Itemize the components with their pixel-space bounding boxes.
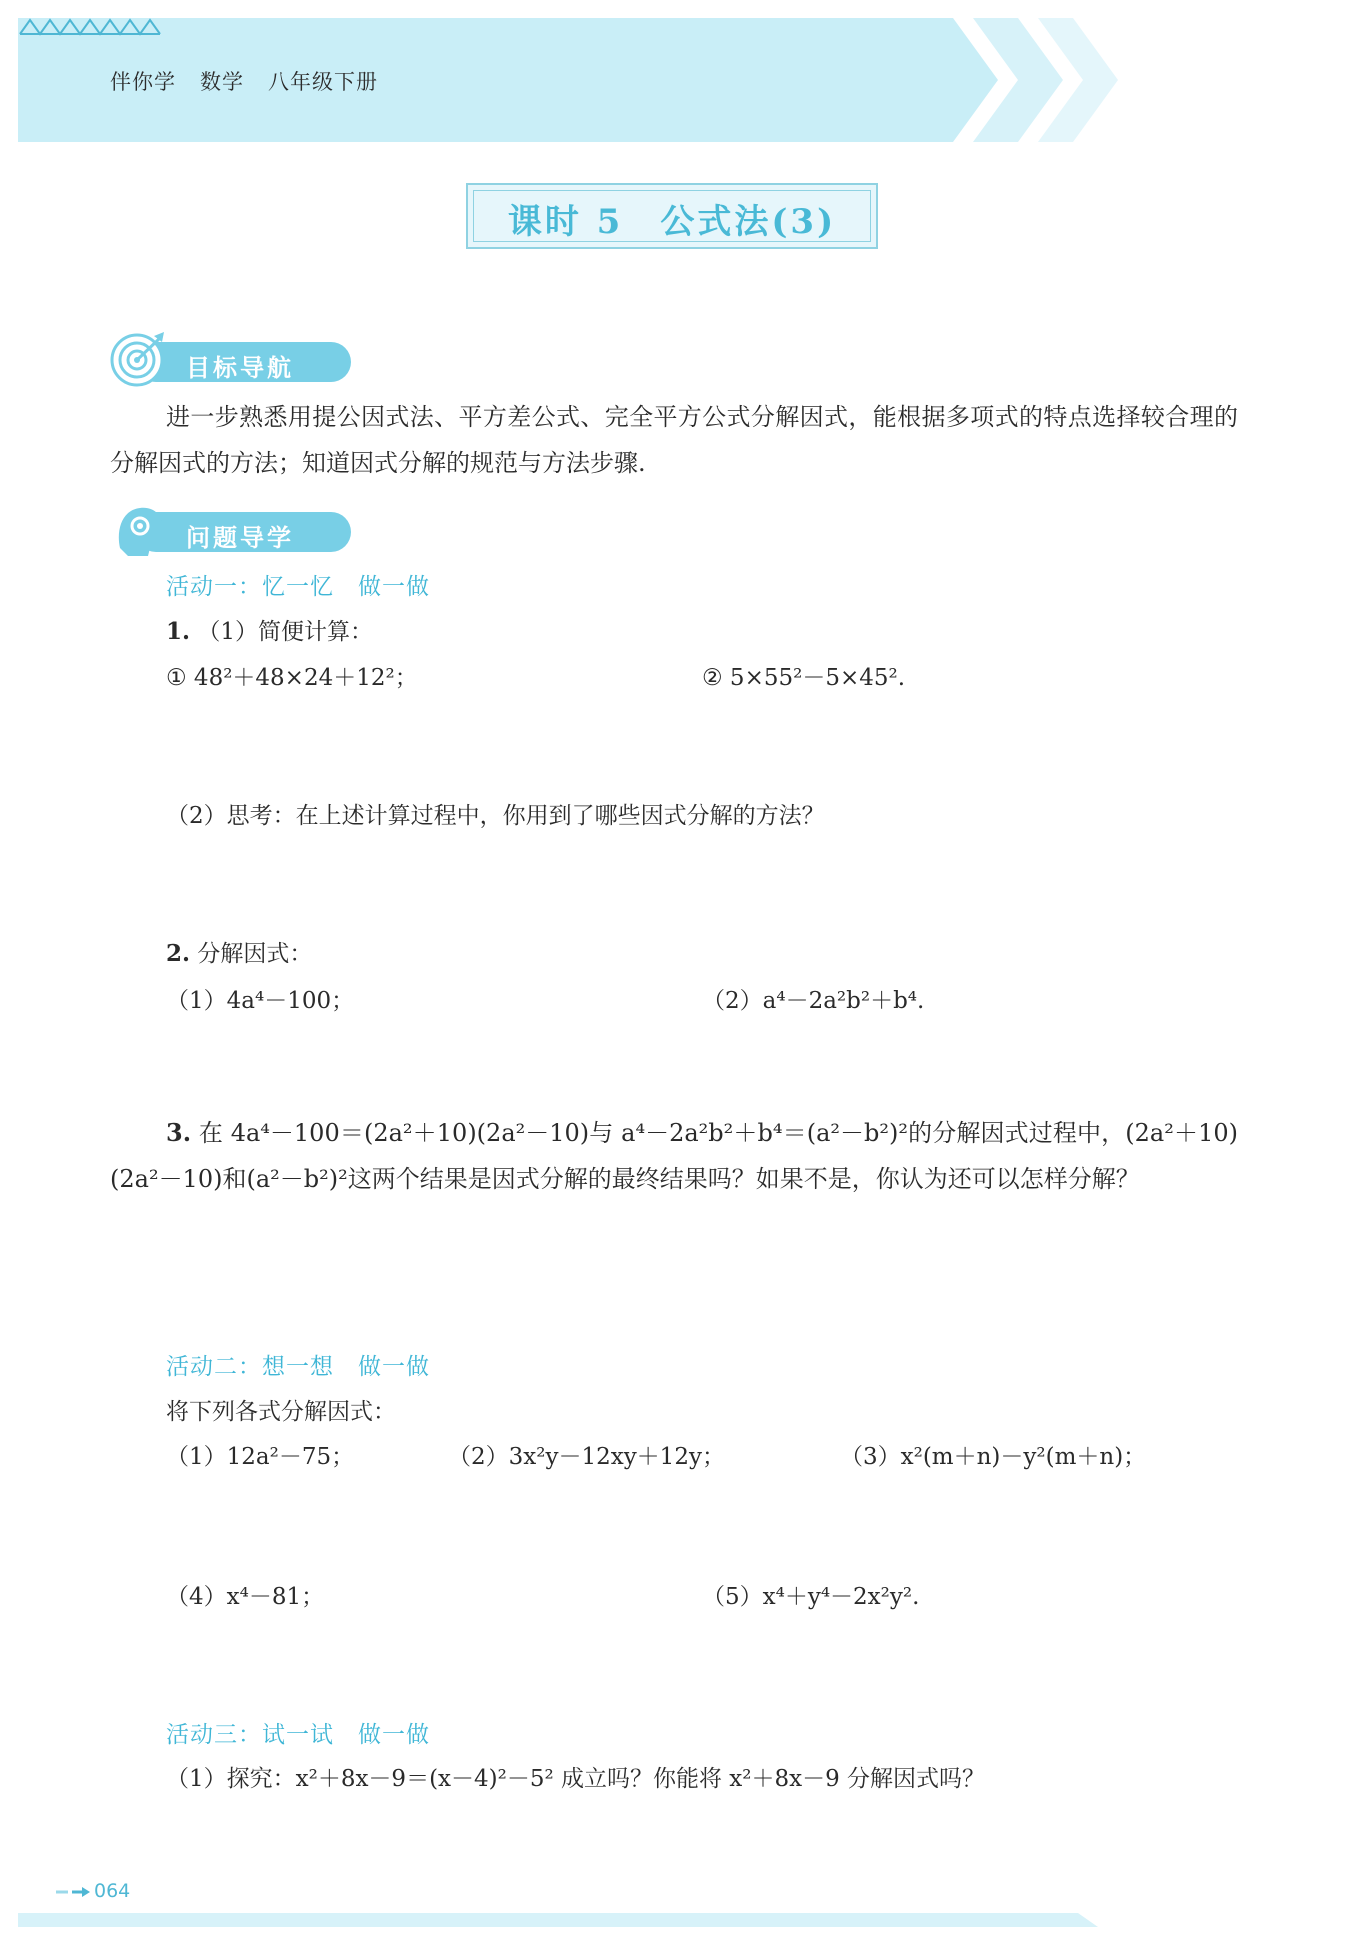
question1-part1-text: （1）简便计算： (197, 619, 373, 645)
header-grade: 八年级下册 (268, 70, 378, 94)
activity3-title: 活动三：试一试 做一做 (166, 1722, 430, 1748)
section-badge-guide (110, 508, 370, 554)
activity2-item-3: （3）x²(m＋n)－y²(m＋n)； (840, 1444, 1147, 1470)
page-number-text: 064 (94, 1880, 131, 1902)
activity2-item-2: （2）3x²y－12xy＋12y； (448, 1444, 725, 1470)
question2-item-b: （2）a⁴－2a²b²＋b⁴. (702, 988, 925, 1014)
section-label-guide: 问题导学 (186, 524, 294, 552)
question3-text: 在 4a⁴－100＝(2a²＋10)(2a²－10)与 a⁴－2a²b²＋b⁴＝(a²－b²)²的分解因式过程中，(2a²＋10)(2a²－10)和(a²－b²)²这两个结果是因式分解的最终结果吗？如果不是，你认为还可以怎样分解？ (110, 1119, 1238, 1193)
lesson-title-box (466, 183, 878, 249)
activity2-title: 活动二：想一想 做一做 (166, 1354, 430, 1380)
triangles-decoration-icon (18, 18, 168, 36)
activity2-item-1: （1）12a²－75； (166, 1444, 355, 1470)
question3-number: 3. (166, 1118, 192, 1147)
activity3-item-1: （1）探究：x²＋8x－9＝(x－4)²－5² 成立吗？你能将 x²＋8x－9 分解因式吗？ (166, 1766, 986, 1792)
activity2-item-4: （4）x⁴－81； (166, 1584, 325, 1610)
goals-text: 进一步熟悉用提公因式法、平方差公式、完全平方公式分解因式，能根据多项式的特点选择较合理的分解因式的方法；知道因式分解的规范与方法步骤. (110, 403, 1238, 477)
question2-text: 分解因式： (197, 941, 313, 967)
lesson-title: 课时 5 公式法(3) (507, 202, 837, 242)
page-number (54, 1880, 130, 1902)
question3 (110, 1110, 1238, 1202)
question2-head (166, 935, 312, 968)
question1-item-b: ② 5×55²－5×45². (702, 665, 906, 691)
question1-part2: （2）思考：在上述计算过程中，你用到了哪些因式分解的方法？ (166, 803, 825, 829)
section-label-goals: 目标导航 (186, 354, 294, 382)
activity2-item-5: （5）x⁴＋y⁴－2x²y². (702, 1584, 920, 1610)
footer-bar (18, 1913, 1098, 1927)
header-subject: 数学 (200, 70, 244, 94)
target-icon (110, 330, 170, 390)
question1-number: 1. (166, 618, 191, 645)
question1-part1 (166, 613, 373, 646)
question1-item-a: ① 48²＋48×24＋12²； (166, 665, 418, 691)
page-header (18, 18, 1248, 142)
header-book: 伴你学 (110, 70, 176, 94)
activity2-intro: 将下列各式分解因式： (166, 1399, 396, 1425)
head-gear-icon (110, 500, 170, 560)
page-arrow-icon (54, 1886, 92, 1898)
question2-item-a: （1）4a⁴－100； (166, 988, 355, 1014)
header-text (110, 66, 402, 96)
question2-number: 2. (166, 940, 191, 967)
section-badge-goals (110, 338, 370, 384)
activity1-title: 活动一：忆一忆 做一做 (166, 574, 430, 600)
